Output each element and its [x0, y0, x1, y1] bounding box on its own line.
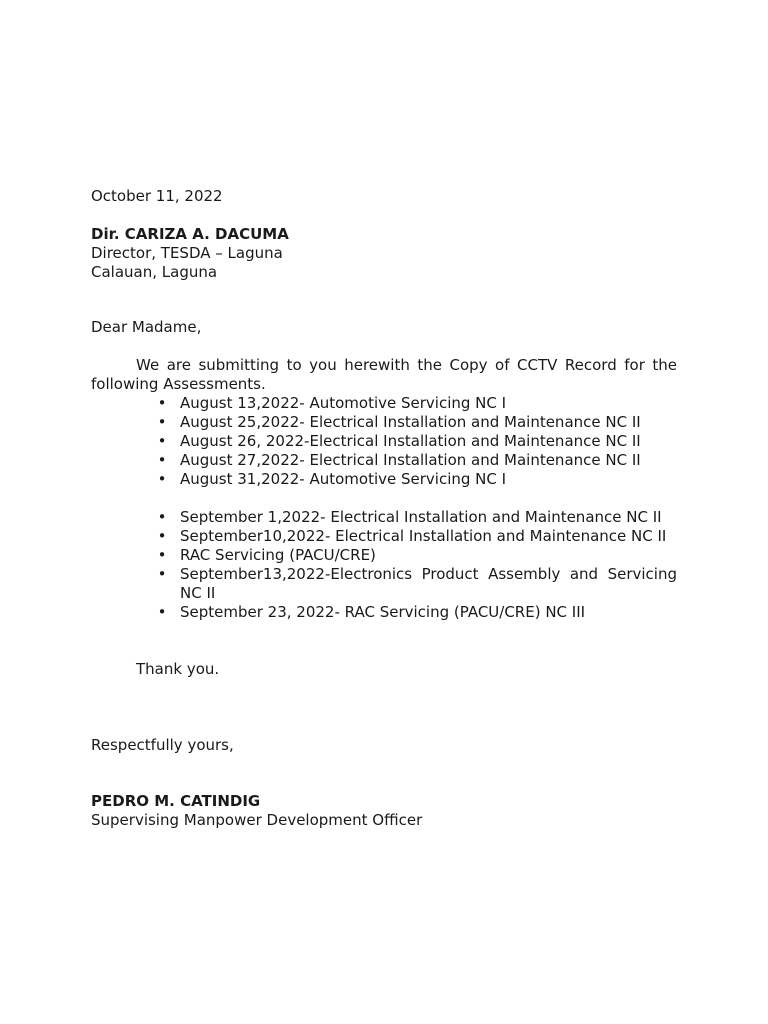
list-item — [91, 508, 677, 527]
bullet-icon: • — [157, 603, 167, 621]
list-item-text: August 31,2022- Automotive Servicing NC I — [180, 470, 507, 488]
list-item-text: September13,2022-Electronics Product Assembly and Servicing — [180, 565, 677, 583]
bullet-icon: • — [157, 470, 167, 488]
list-item-text: August 27,2022- Electrical Installation and Maintenance NC II — [180, 451, 641, 469]
body-line-1: We are submitting to you herewith the Copy of CCTV Record for the — [136, 356, 677, 374]
list-item-text: August 25,2022- Electrical Installation and Maintenance NC II — [180, 413, 641, 431]
list-item — [91, 565, 677, 603]
bullet-icon: • — [157, 413, 167, 431]
list-item — [91, 603, 677, 622]
recipient-name: Dir. CARIZA A. DACUMA — [91, 225, 289, 243]
bullet-icon: • — [157, 451, 167, 469]
list-item — [91, 432, 677, 451]
salutation: Dear Madame, — [91, 318, 202, 336]
bullet-icon: • — [157, 527, 167, 545]
body-line-2: following Assessments. — [91, 375, 266, 393]
list-item-text: August 13,2022- Automotive Servicing NC I — [180, 394, 507, 412]
list-item — [91, 451, 677, 470]
letter-date: October 11, 2022 — [91, 187, 223, 205]
bullet-icon: • — [157, 546, 167, 564]
bullet-icon: • — [157, 394, 167, 412]
list-item — [91, 394, 677, 413]
bullet-icon: • — [157, 565, 167, 583]
thank-you-line: Thank you. — [136, 660, 220, 678]
list-item-text: September 23, 2022- RAC Servicing (PACU/CRE) NC III — [180, 603, 586, 621]
list-item-text: RAC Servicing (PACU/CRE) — [180, 546, 376, 564]
list-item — [91, 470, 677, 489]
complimentary-close: Respectfully yours, — [91, 736, 234, 754]
signatory-title: Supervising Manpower Development Officer — [91, 811, 423, 829]
list-item-text-continued: NC II — [180, 584, 216, 602]
list-item-text: September10,2022- Electrical Installation and Maintenance NC II — [180, 527, 667, 545]
list-item-text: September 1,2022- Electrical Installation and Maintenance NC II — [180, 508, 662, 526]
recipient-title: Director, TESDA – Laguna — [91, 244, 283, 262]
list-item — [91, 546, 677, 565]
list-item — [91, 527, 677, 546]
bullet-icon: • — [157, 432, 167, 450]
body-paragraph — [91, 356, 677, 375]
september-assessment-list — [91, 508, 677, 622]
recipient-address: Calauan, Laguna — [91, 263, 218, 281]
august-assessment-list — [91, 394, 677, 489]
bullet-icon: • — [157, 508, 167, 526]
list-item-text: August 26, 2022-Electrical Installation and Maintenance NC II — [180, 432, 641, 450]
list-item — [91, 413, 677, 432]
signatory-name: PEDRO M. CATINDIG — [91, 792, 261, 810]
